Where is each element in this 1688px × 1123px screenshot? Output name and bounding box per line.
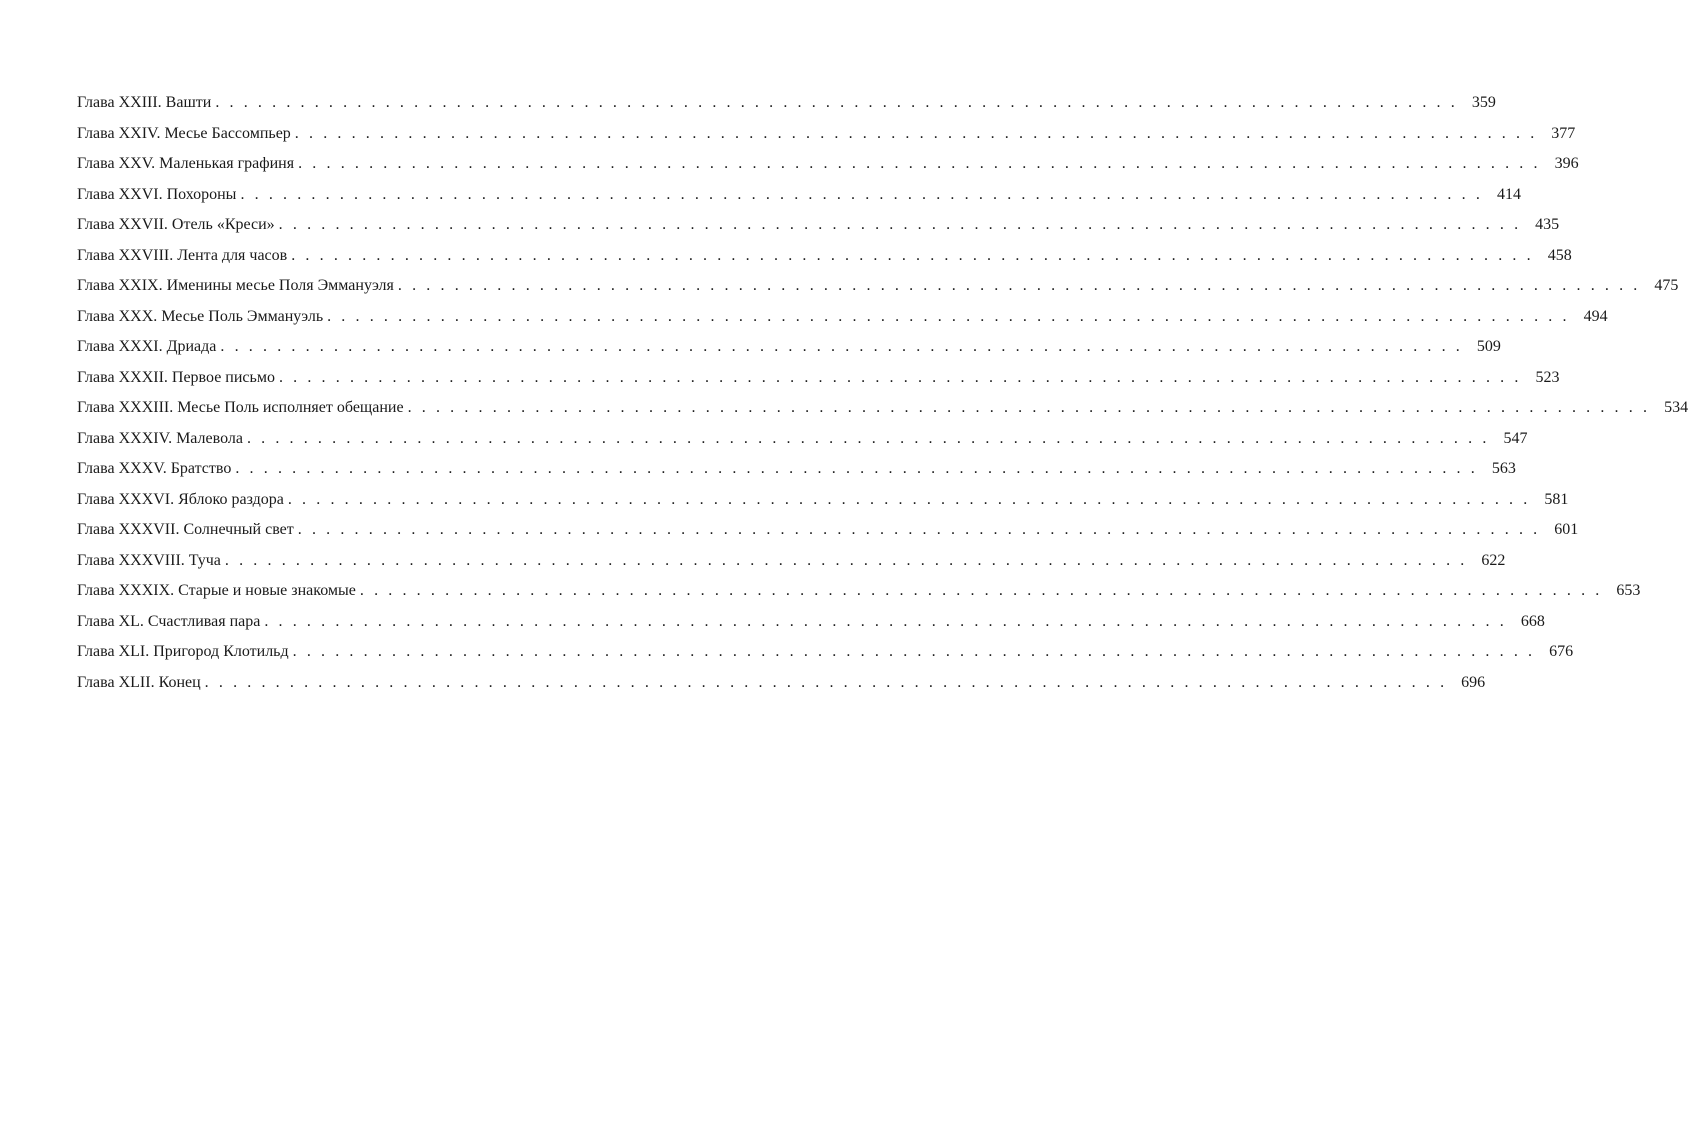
toc-entry-page: 676 xyxy=(1549,643,1574,660)
toc-dot-leader: . . . . . . . . . . . . . . . . . . . . . . . . . . . . . . . . . . . . . . . . . . . . . . . . . . . . . . . . . . . . . . . . . . . . . . . . . . . . . . . . . . . . . . . . xyxy=(240,185,1483,203)
toc-entry-page: 547 xyxy=(1503,429,1528,447)
toc-entry xyxy=(77,246,1572,278)
toc-entry xyxy=(77,643,1574,674)
toc-entry-title: Глава XLII. Конец xyxy=(77,673,201,691)
toc-entry-title: Глава XXXVI. Яблоко раздора xyxy=(77,490,284,508)
toc-entry-page: 458 xyxy=(1547,246,1572,264)
toc-dot-leader: . . . . . . . . . . . . . . . . . . . . . . . . . . . . . . . . . . . . . . . . . . . . . . . . . . . . . . . . . . . . . . . . . . . . . . . . . . . . . . . . . . . . . . . . xyxy=(224,551,1468,569)
toc-entry xyxy=(77,399,1688,430)
toc-dot-leader: . . . . . . . . . . . . . . . . . . . . . . . . . . . . . . . . . . . . . . . . . . . . . . . . . . . . . . . . . . . . . . . . . . . . . . . . . . . . . . . . . . . . . . . . xyxy=(264,612,1507,630)
toc-entry xyxy=(77,429,1528,461)
toc-entry-title: Глава XXXI. Дриада xyxy=(77,338,217,355)
toc-entry-title: Глава XXX. Месье Поль Эммануэль xyxy=(77,307,324,325)
toc-entry xyxy=(77,216,1560,247)
toc-entry-title: Глава XL. Счастливая пара xyxy=(77,612,261,630)
toc-entry-title: Глава XXXVII. Солнечный свет xyxy=(77,521,294,538)
toc-entry-page: 523 xyxy=(1535,368,1560,386)
toc-dot-leader: . . . . . . . . . . . . . . . . . . . . . . . . . . . . . . . . . . . . . . . . . . . . . . . . . . . . . . . . . . . . . . . . . . . . . . . . . . . . . . . . . . . . . . . . xyxy=(359,582,1603,599)
toc-entry-page: 435 xyxy=(1535,216,1560,233)
toc-dot-leader: . . . . . . . . . . . . . . . . . . . . . . . . . . . . . . . . . . . . . . . . . . . . . . . . . . . . . . . . . . . . . . . . . . . . . . . . . . . . . . . . . . . . . . . . xyxy=(204,673,1448,691)
toc-dot-leader: . . . . . . . . . . . . . . . . . . . . . . . . . . . . . . . . . . . . . . . . . . . . . . . . . . . . . . . . . . . . . . . . . . . . . . . . . . . . . . . . . . . . . . . . xyxy=(278,216,1522,233)
toc-dot-leader: . . . . . . . . . . . . . . . . . . . . . . . . . . . . . . . . . . . . . . . . . . . . . . . . . . . . . . . . . . . . . . . . . . . . . . . . . . . . . . . . . . . . . . . . xyxy=(292,643,1536,660)
toc-entry xyxy=(77,612,1545,644)
toc-dot-leader: . . . . . . . . . . . . . . . . . . . . . . . . . . . . . . . . . . . . . . . . . . . . . . . . . . . . . . . . . . . . . . . . . . . . . . . . . . . . . . . . . . . . . . . . xyxy=(278,368,1522,386)
toc-entry xyxy=(77,338,1501,369)
toc-dot-leader: . . . . . . . . . . . . . . . . . . . . . . . . . . . . . . . . . . . . . . . . . . . . . . . . . . . . . . . . . . . . . . . . . . . . . . . . . . . . . . . . . . . . . . . . xyxy=(294,124,1538,142)
table-of-contents xyxy=(77,94,1688,704)
toc-entry xyxy=(77,307,1608,339)
toc-entry-title: Глава XXXIV. Малевола xyxy=(77,429,243,447)
toc-entry-title: Глава XLI. Пригород Клотильд xyxy=(77,643,289,660)
toc-entry-page: 668 xyxy=(1520,612,1545,630)
toc-entry xyxy=(77,277,1679,308)
toc-entry-title: Глава XXVIII. Лента для часов xyxy=(77,246,288,264)
toc-entry-page: 509 xyxy=(1476,338,1501,355)
toc-entry-page: 653 xyxy=(1616,582,1641,599)
toc-entry-title: Глава XXXV. Братство xyxy=(77,460,232,477)
toc-entry-title: Глава XXXIII. Месье Поль исполняет обещание xyxy=(77,399,404,416)
toc-entry-page: 696 xyxy=(1461,673,1486,691)
toc-entry xyxy=(77,551,1506,583)
toc-entry-page: 622 xyxy=(1481,551,1506,569)
toc-dot-leader: . . . . . . . . . . . . . . . . . . . . . . . . . . . . . . . . . . . . . . . . . . . . . . . . . . . . . . . . . . . . . . . . . . . . . . . . . . . . . . . . . . . . . . . . xyxy=(291,246,1534,264)
toc-entry xyxy=(77,490,1569,522)
toc-entry-title: Глава XXV. Маленькая графиня xyxy=(77,155,295,172)
toc-dot-leader: . . . . . . . . . . . . . . . . . . . . . . . . . . . . . . . . . . . . . . . . . . . . . . . . . . . . . . . . . . . . . . . . . . . . . . . . . . . . . . . . . . . . . . . . xyxy=(297,521,1541,538)
toc-dot-leader: . . . . . . . . . . . . . . . . . . . . . . . . . . . . . . . . . . . . . . . . . . . . . . . . . . . . . . . . . . . . . . . . . . . . . . . . . . . . . . . . . . . . . . . . xyxy=(287,490,1531,508)
toc-entry-title: Глава XXIII. Вашти xyxy=(77,94,212,111)
toc-dot-leader: . . . . . . . . . . . . . . . . . . . . . . . . . . . . . . . . . . . . . . . . . . . . . . . . . . . . . . . . . . . . . . . . . . . . . . . . . . . . . . . . . . . . . . . . xyxy=(407,399,1651,416)
toc-dot-leader: . . . . . . . . . . . . . . . . . . . . . . . . . . . . . . . . . . . . . . . . . . . . . . . . . . . . . . . . . . . . . . . . . . . . . . . . . . . . . . . . . . . . . . . . xyxy=(215,94,1458,111)
toc-entry-page: 494 xyxy=(1583,307,1608,325)
toc-entry-title: Глава XXXVIII. Туча xyxy=(77,551,221,569)
toc-entry xyxy=(77,155,1579,186)
toc-entry-title: Глава XXIX. Именины месье Поля Эммануэля xyxy=(77,277,394,294)
toc-dot-leader: . . . . . . . . . . . . . . . . . . . . . . . . . . . . . . . . . . . . . . . . . . . . . . . . . . . . . . . . . . . . . . . . . . . . . . . . . . . . . . . . . . . . . . . . xyxy=(327,307,1570,325)
toc-entry-page: 414 xyxy=(1496,185,1521,203)
toc-entry xyxy=(77,582,1641,613)
toc-entry-title: Глава XXVII. Отель «Креси» xyxy=(77,216,275,233)
toc-dot-leader: . . . . . . . . . . . . . . . . . . . . . . . . . . . . . . . . . . . . . . . . . . . . . . . . . . . . . . . . . . . . . . . . . . . . . . . . . . . . . . . . . . . . . . . . xyxy=(298,155,1541,172)
toc-entry-page: 534 xyxy=(1664,399,1688,416)
toc-dot-leader: . . . . . . . . . . . . . . . . . . . . . . . . . . . . . . . . . . . . . . . . . . . . . . . . . . . . . . . . . . . . . . . . . . . . . . . . . . . . . . . . . . . . . . . . xyxy=(246,429,1490,447)
toc-entry xyxy=(77,460,1516,491)
toc-entry-page: 359 xyxy=(1471,94,1496,111)
toc-entry-page: 475 xyxy=(1654,277,1679,294)
toc-entry-page: 563 xyxy=(1491,460,1516,477)
toc-dot-leader: . . . . . . . . . . . . . . . . . . . . . . . . . . . . . . . . . . . . . . . . . . . . . . . . . . . . . . . . . . . . . . . . . . . . . . . . . . . . . . . . . . . . . . . . xyxy=(220,338,1463,355)
toc-entry-page: 581 xyxy=(1544,490,1569,508)
toc-entry-page: 396 xyxy=(1554,155,1579,172)
toc-entry-title: Глава XXXII. Первое письмо xyxy=(77,368,275,386)
toc-entry-page: 377 xyxy=(1551,124,1576,142)
toc-entry xyxy=(77,368,1560,400)
toc-entry xyxy=(77,673,1486,705)
toc-entry xyxy=(77,124,1576,156)
toc-entry xyxy=(77,94,1496,125)
toc-dot-leader: . . . . . . . . . . . . . . . . . . . . . . . . . . . . . . . . . . . . . . . . . . . . . . . . . . . . . . . . . . . . . . . . . . . . . . . . . . . . . . . . . . . . . . . . xyxy=(397,277,1641,294)
toc-entry-title: Глава XXVI. Похороны xyxy=(77,185,237,203)
toc-entry-title: Глава XXIV. Месье Бассомпьер xyxy=(77,124,291,142)
toc-dot-leader: . . . . . . . . . . . . . . . . . . . . . . . . . . . . . . . . . . . . . . . . . . . . . . . . . . . . . . . . . . . . . . . . . . . . . . . . . . . . . . . . . . . . . . . . xyxy=(235,460,1478,477)
toc-entry-page: 601 xyxy=(1554,521,1579,538)
toc-entry xyxy=(77,185,1521,217)
toc-entry-title: Глава XXXIX. Старые и новые знакомые xyxy=(77,582,356,599)
toc-entry xyxy=(77,521,1579,552)
